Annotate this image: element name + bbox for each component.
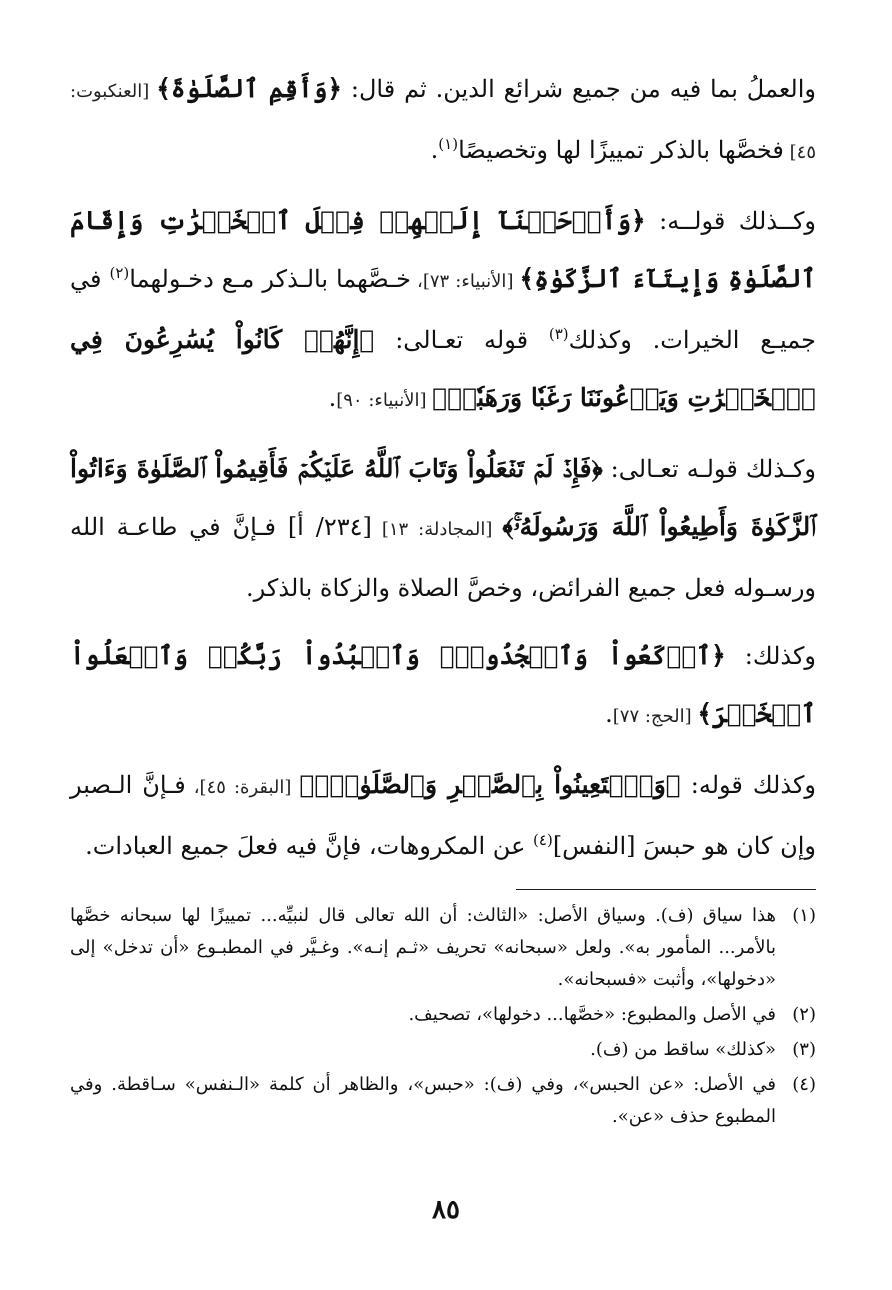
footnote-number: (٣) bbox=[792, 1039, 816, 1060]
footnote-text: «كذلك» ساقط من (ف). bbox=[590, 1039, 776, 1060]
quran-verse: ﴿ٱرۡكَعُواْ وَٱسۡجُدُواْۤ وَٱعۡبُدُواْ رَبَّكُمۡ وَٱفۡعَلُواْ ٱلۡخَيۡرَ﴾ bbox=[70, 641, 816, 728]
body-text: وكذلك: bbox=[725, 642, 816, 670]
body-text: [٢٣٤/ أ] فـإنَّ في طاعـة الله ورسـوله فعل جميع الفرائض، وخصَّ الصلاة والزكاة بالذكر. bbox=[70, 513, 816, 602]
footnote-text: هذا سياق (ف). وسياق الأصل: «الثالث: أن الله تعالى قال لنبيِّه... تمييزًا لها سبحانه خصَّها بالأمر... المأمور به». ولعل «سبحانه» تحريف «ثـم إنـه». وغـيَّر في المطبـوع «أن تدخل» إلى «دخولها»، وأثبت «فسبحانه». bbox=[70, 905, 776, 990]
page-body bbox=[70, 60, 816, 1136]
footnote bbox=[70, 1069, 816, 1133]
quran-verse: ﴿فَإِذۡ لَمۡ تَفۡعَلُواْ وَتَابَ ٱللَّهُ عَلَيۡكُمۡ فَأَقِيمُواْ ٱلصَّلَوٰةَ وَءَاتُواْ ٱلزَّكَوٰةَ وَأَطِيعُواْ ٱللَّهَ وَرَسُولَهُۥۚ﴾ bbox=[70, 454, 816, 541]
body-text: وكذلك قوله: bbox=[680, 771, 816, 799]
verse-reference: [الأنبياء: ٩٠] bbox=[336, 390, 433, 411]
body-text: فـإنَّ الـصبر وإن كان هو حبسَ [النفس] bbox=[70, 771, 816, 860]
quran-verse: ﴿وَأَقِمِ ٱلصَّلَوٰةَ﴾ bbox=[156, 74, 343, 103]
body-text: في جميـع الخيرات. وكذلك bbox=[70, 265, 817, 354]
page-number: ٨٥ bbox=[432, 1195, 460, 1225]
paragraph bbox=[70, 192, 816, 430]
footnote-separator bbox=[516, 889, 816, 890]
verse-reference: [البقرة: ٤٥]، bbox=[185, 777, 300, 798]
main-text bbox=[70, 60, 816, 875]
paragraph bbox=[70, 440, 816, 617]
quran-verse: ﴿وَأَوۡحَيۡنَآ إِلَيۡهِمۡ فِعۡلَ ٱلۡخَيۡرَٰتِ وَإِقَامَ ٱلصَّلَوٰةِ وَإِيتَآءَ ٱلزَّكَوٰةِ﴾ bbox=[70, 206, 816, 293]
verse-reference: [المجادلة: ١٣] bbox=[371, 519, 503, 540]
footnote-number: (١) bbox=[792, 905, 816, 926]
footnote-number: (٤) bbox=[792, 1074, 816, 1095]
body-text: والعملُ بما فيه من جميع شرائع الدين. ثم قال: bbox=[342, 75, 816, 103]
footnote bbox=[70, 900, 816, 996]
footnote-marker: (١) bbox=[438, 135, 459, 153]
footnote bbox=[70, 999, 816, 1031]
paragraph bbox=[70, 756, 816, 875]
body-text: قوله تعـالى: bbox=[374, 326, 549, 354]
verse-reference: [الحج: ٧٧] bbox=[612, 706, 698, 727]
footnotes bbox=[70, 900, 816, 1133]
footnote-marker: (٢) bbox=[109, 264, 130, 282]
body-text: وكــذلك قولــه: bbox=[645, 207, 817, 235]
verse-reference: [العنكبوت: ٤٥] bbox=[70, 81, 816, 163]
footnote bbox=[70, 1034, 816, 1066]
footnote-number: (٢) bbox=[792, 1004, 816, 1025]
body-text: . bbox=[328, 384, 337, 412]
body-text: . bbox=[605, 700, 613, 728]
body-text: فخصَّها بالذكر تمييزًا لها وتخصيصًا bbox=[458, 136, 784, 164]
paragraph bbox=[70, 627, 816, 746]
body-text: وكـذلك قولـه تعـالى: bbox=[602, 455, 817, 483]
footnote-text: في الأصل والمطبوع: «خصَّها... دخولها»، تصحيف. bbox=[408, 1004, 776, 1025]
footnote-marker: (٣) bbox=[548, 325, 569, 343]
footnote-text: في الأصل: «عن الحبس»، وفي (ف): «حبس»، والظاهر أن كلمة «الـنفس» سـاقطة. وفي المطبوع حذف «عن». bbox=[70, 1074, 776, 1127]
quran-verse: ﴿إِنَّهُمۡ كَانُواْ يُسَٰرِعُونَ فِي ٱلۡخَيۡرَٰتِ وَيَدۡعُونَنَا رَغَبٗا وَرَهَبٗاۖ﴾ bbox=[70, 325, 816, 412]
body-text: خـصَّهما بالـذكر مـع دخـولهما bbox=[129, 265, 411, 293]
body-text: . bbox=[430, 136, 439, 164]
quran-verse: ﴿وَٱسۡتَعِينُواْ بِٱلصَّبۡرِ وَٱلصَّلَوٰةِۚ﴾ bbox=[299, 770, 681, 799]
footnote-marker: (٤) bbox=[533, 831, 553, 849]
verse-reference: [الأنبياء: ٧٣]، bbox=[410, 271, 520, 292]
paragraph bbox=[70, 60, 816, 182]
body-text: عن المكروهات، فإنَّ فيه فعلَ جميع العبادات. bbox=[85, 832, 534, 860]
